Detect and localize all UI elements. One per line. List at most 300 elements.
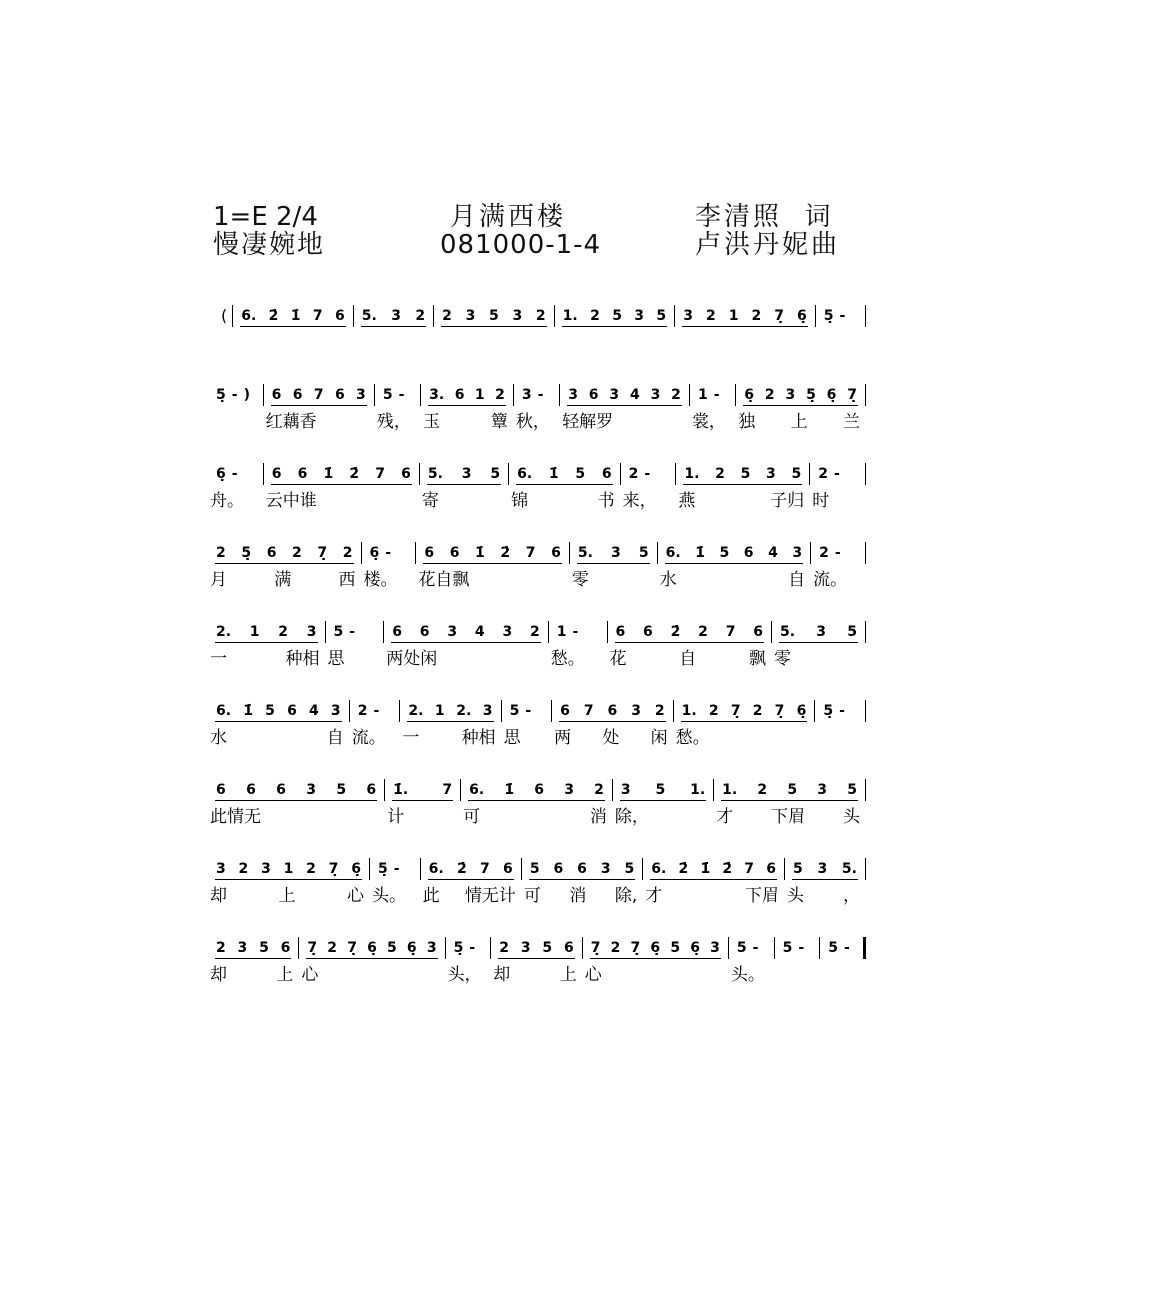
- note: 7̣: [347, 940, 357, 956]
- measure: [350, 698, 401, 751]
- note: 3: [792, 545, 803, 561]
- note: 3: [520, 940, 531, 956]
- note: 6.: [428, 861, 444, 877]
- lyric: 消: [589, 807, 607, 827]
- note: 6: [503, 861, 513, 877]
- measure-notes: [233, 305, 354, 327]
- measure-lyrics: [370, 883, 421, 909]
- measure-lyrics: [434, 330, 555, 356]
- measure-lyrics: [326, 646, 385, 672]
- note: 1̇: [700, 861, 711, 877]
- lyric: 子归: [770, 491, 805, 511]
- note: 6: [743, 545, 754, 561]
- note: 5: [736, 940, 747, 956]
- lyric: 种相: [461, 728, 496, 748]
- lyric: 自: [788, 570, 806, 590]
- note: 6̣: [216, 466, 226, 482]
- note: 6: [563, 940, 574, 956]
- note: 6.: [216, 703, 232, 719]
- lyric: 燕: [678, 491, 696, 511]
- note: 5̣: [241, 545, 252, 561]
- note: 7̣: [847, 387, 857, 403]
- note: 5.: [577, 545, 593, 561]
- measure-notes: [560, 384, 690, 406]
- measure-lyrics: [362, 567, 417, 593]
- key-time-signature: 1=E 2/4: [213, 202, 318, 232]
- note: 3: [650, 387, 661, 403]
- note: 3: [683, 308, 693, 324]
- measure-notes: [549, 621, 608, 643]
- measure-lyrics: [264, 488, 420, 514]
- measure: [208, 777, 385, 830]
- note: 6̣: [690, 940, 700, 956]
- measure: [583, 935, 729, 988]
- note: 1: [249, 624, 260, 640]
- note: 2: [442, 308, 452, 324]
- lyric: 花: [609, 649, 627, 669]
- note: 3: [611, 545, 621, 561]
- sustain-dash: -: [713, 387, 720, 403]
- note: 6: [292, 387, 303, 403]
- measure-notes: [491, 937, 582, 959]
- measure: [264, 382, 375, 435]
- note: 5: [740, 466, 751, 482]
- measure-lyrics: [555, 330, 676, 356]
- lyric: 秋，: [515, 412, 550, 432]
- measure: [570, 540, 658, 593]
- measure-lyrics: [729, 962, 775, 988]
- note: 1: [474, 387, 485, 403]
- note: 3: [785, 387, 796, 403]
- note: 3: [306, 624, 317, 640]
- lyric: 红藕香: [265, 412, 317, 432]
- measure-lyrics: [208, 488, 264, 514]
- measure-notes: [264, 384, 375, 406]
- measure: [208, 461, 264, 514]
- note: 1̇: [475, 545, 485, 561]
- measure-lyrics: [811, 567, 866, 593]
- note: 6̣: [796, 703, 807, 719]
- lyric: 月: [210, 570, 227, 590]
- sustain-dash: -: [644, 466, 651, 482]
- measure-lyrics: [299, 962, 445, 988]
- measure-lyrics: [208, 567, 362, 593]
- measure: [560, 382, 690, 435]
- lyric: 云中谁: [265, 491, 317, 511]
- note: 3: [216, 861, 226, 877]
- note: 6.: [665, 545, 681, 561]
- tempo-marking: 慢凄婉地: [213, 230, 326, 260]
- note: 5: [612, 308, 622, 324]
- lyric: 独: [738, 412, 756, 432]
- note: 5̣: [453, 940, 464, 956]
- measure-notes: [434, 305, 555, 327]
- repeat-open-paren: (: [221, 305, 233, 327]
- sustain-dash: -: [834, 466, 840, 482]
- lyric: 自: [326, 728, 344, 748]
- measure-lyrics: [208, 646, 326, 672]
- note: 3: [766, 466, 776, 482]
- measure-lyrics: [675, 330, 816, 356]
- sustain-dash: -: [393, 861, 400, 877]
- measure-notes: [820, 937, 866, 959]
- measure: [549, 619, 608, 672]
- note: 2: [819, 545, 829, 561]
- measure-notes: [326, 621, 385, 643]
- measure-lyrics: [400, 725, 501, 751]
- note: 3: [817, 782, 828, 798]
- note: 2̇: [456, 861, 467, 877]
- note: 6: [280, 940, 291, 956]
- note: 5: [489, 308, 499, 324]
- repeat-close-paren: ): [243, 387, 250, 403]
- measure: [552, 698, 673, 751]
- measure-notes: [621, 463, 677, 485]
- measure-notes: [772, 621, 866, 643]
- sustain-dash: -: [834, 545, 841, 561]
- note: 6.: [651, 861, 667, 877]
- lyric: 此情无: [210, 807, 261, 827]
- measure-lyrics: [385, 804, 461, 830]
- note: 2̇: [670, 624, 681, 640]
- measure-notes: [400, 700, 501, 722]
- note: 2.: [216, 624, 232, 640]
- note: 4: [474, 624, 485, 640]
- note: 2: [752, 703, 763, 719]
- measure: [522, 856, 643, 909]
- lyric: 头: [787, 886, 805, 906]
- sustain-dash: -: [537, 387, 544, 403]
- composer-credit: 卢洪丹妮曲: [695, 230, 841, 260]
- note: 6: [553, 861, 564, 877]
- note: 4: [309, 703, 319, 719]
- note: 2̇: [500, 545, 511, 561]
- note: 5̣: [823, 703, 834, 719]
- note: 6: [766, 861, 776, 877]
- measure-lyrics: [785, 883, 866, 909]
- note: 2: [654, 703, 665, 719]
- note: 6: [588, 387, 599, 403]
- lyric: 头: [843, 807, 860, 827]
- note: 5: [787, 782, 798, 798]
- note: 5̣: [823, 308, 834, 324]
- note: 3: [710, 940, 720, 956]
- note: 2: [698, 624, 708, 640]
- lyricist-credit: 李清照 词: [695, 202, 834, 232]
- staff-row: [208, 303, 866, 382]
- note: 5: [624, 861, 635, 877]
- measure: [815, 698, 866, 751]
- measure: [775, 935, 821, 988]
- note: 3: [391, 308, 401, 324]
- measure-lyrics: [514, 409, 560, 435]
- measure: [675, 303, 816, 356]
- note: 1̇: [243, 703, 253, 719]
- measure-lyrics: [350, 725, 401, 751]
- lyric: 舟。: [210, 491, 244, 511]
- song-title: 月满西楼: [450, 202, 567, 232]
- measure-lyrics: [509, 488, 621, 514]
- lyric: 水: [659, 570, 677, 590]
- sustain-dash: -: [839, 308, 846, 324]
- catalog-number: 081000-1-4: [440, 230, 602, 260]
- note: 5: [828, 940, 839, 956]
- note: 5.: [427, 466, 443, 482]
- lyric: 才: [716, 807, 734, 827]
- note: 6: [551, 545, 561, 561]
- staff-row: [208, 777, 866, 856]
- lyric: 上: [276, 965, 294, 985]
- lyric: 满: [274, 570, 292, 590]
- measure-notes: [811, 542, 866, 564]
- measure: [434, 303, 555, 356]
- note: 1̇: [548, 466, 559, 482]
- measure-notes: [714, 779, 866, 801]
- measure: [690, 382, 736, 435]
- measure-notes: [446, 937, 492, 959]
- sustain-dash: -: [798, 940, 805, 956]
- sustain-dash: -: [398, 387, 405, 403]
- note: 2: [306, 861, 316, 877]
- note: 1: [728, 308, 739, 324]
- note: 6̣: [744, 387, 755, 403]
- note: 2: [764, 387, 775, 403]
- note: 3: [620, 782, 631, 798]
- measure-lyrics: [621, 488, 677, 514]
- staff-row: [208, 540, 866, 619]
- note: 1.: [690, 782, 706, 798]
- lyric: 头，: [447, 965, 482, 985]
- note: 2̇: [349, 466, 360, 482]
- lyric: 水: [210, 728, 227, 748]
- note: 7: [725, 624, 736, 640]
- measure-notes: [299, 937, 445, 959]
- lyric: 兰: [843, 412, 861, 432]
- note: 2: [708, 703, 719, 719]
- note: 1̇: [504, 782, 515, 798]
- note: 6: [753, 624, 763, 640]
- measure: [676, 461, 810, 514]
- lyric: 花自飘: [418, 570, 470, 590]
- note: 5: [265, 703, 275, 719]
- measure-notes: [613, 779, 714, 801]
- sustain-dash: -: [349, 624, 356, 640]
- note: 1.: [562, 308, 578, 324]
- note: 3: [564, 782, 574, 798]
- measure-lyrics: [549, 646, 608, 672]
- measure-lyrics: [658, 567, 812, 593]
- lyric: 上: [278, 886, 296, 906]
- note: 1: [697, 387, 708, 403]
- measure-notes: [208, 858, 370, 880]
- note: 6: [246, 782, 256, 798]
- lyric: 心: [584, 965, 602, 985]
- note: 5: [847, 782, 857, 798]
- measure-notes: [583, 937, 729, 959]
- measure-lyrics: [421, 883, 522, 909]
- sustain-dash: -: [839, 703, 845, 719]
- note: 2: [594, 782, 604, 798]
- measure-lyrics: [208, 804, 385, 830]
- note: 2: [818, 466, 828, 482]
- lyric: 楼。: [363, 570, 398, 590]
- measure-lyrics: [375, 409, 421, 435]
- lyric: 此: [422, 886, 440, 906]
- measure: [514, 382, 560, 435]
- note: 7̣: [774, 703, 785, 719]
- note: 5: [575, 466, 586, 482]
- lyric: 心: [301, 965, 319, 985]
- measure-lyrics: [208, 725, 350, 751]
- measure-lyrics: [502, 725, 553, 751]
- measure-lyrics: [613, 804, 714, 830]
- note: 5: [382, 387, 393, 403]
- measure-notes: [354, 305, 434, 327]
- note: 3: [631, 703, 641, 719]
- note: 7: [525, 545, 536, 561]
- note: 6̣: [650, 940, 661, 956]
- note: 3: [609, 387, 620, 403]
- measure: [729, 935, 775, 988]
- note: 3.: [429, 387, 445, 403]
- note: 6: [297, 466, 308, 482]
- note: 3: [816, 624, 827, 640]
- note: 2: [757, 782, 768, 798]
- note: 6: [601, 466, 612, 482]
- note: 7: [744, 861, 755, 877]
- note: 2: [357, 703, 368, 719]
- measure-lyrics: [815, 725, 866, 751]
- lyric: 计: [387, 807, 405, 827]
- measure-notes: [815, 700, 866, 722]
- measure-notes: [208, 621, 326, 643]
- measure-lyrics: [233, 330, 354, 356]
- measure-notes: [384, 621, 549, 643]
- note: 2: [610, 940, 621, 956]
- lyric: 下眉: [745, 886, 780, 906]
- measure-lyrics: [552, 725, 673, 751]
- note: 3: [356, 387, 366, 403]
- note: 3: [568, 387, 578, 403]
- measure-lyrics: [446, 962, 492, 988]
- measure-notes: [208, 779, 385, 801]
- lyric: 可: [463, 807, 481, 827]
- note: 6̣: [797, 308, 807, 324]
- sustain-dash: -: [844, 940, 850, 956]
- measure-notes: [736, 384, 866, 406]
- note: 6.: [517, 466, 533, 482]
- measure: [208, 619, 326, 672]
- note: 7: [312, 308, 323, 324]
- measure-lyrics: [208, 962, 299, 988]
- note: 2.: [408, 703, 424, 719]
- measure-lyrics: [208, 409, 264, 435]
- lyric: 种相: [285, 649, 320, 669]
- note: 5: [542, 940, 553, 956]
- lyric: 簟: [490, 412, 508, 432]
- note: 6̣: [367, 940, 377, 956]
- lyric: 飘: [749, 649, 766, 669]
- measure: [385, 777, 461, 830]
- lyric: 头。: [371, 886, 406, 906]
- lyric: 上: [790, 412, 808, 432]
- lyric: 愁。: [675, 728, 710, 748]
- note: 6: [335, 308, 345, 324]
- lyric: 零: [774, 649, 791, 669]
- measure: [643, 856, 785, 909]
- lyric: 却: [493, 965, 511, 985]
- note: 6: [271, 466, 282, 482]
- note: 3: [237, 940, 248, 956]
- note: 7̣: [590, 940, 601, 956]
- lyric: 两: [554, 728, 572, 748]
- measure-lyrics: [608, 646, 773, 672]
- note: 3: [502, 624, 513, 640]
- note: 2: [292, 545, 302, 561]
- measure: [416, 540, 570, 593]
- note: 6: [607, 703, 618, 719]
- note: 5: [509, 703, 520, 719]
- note: 1̇.: [393, 782, 409, 798]
- lyric: ，: [843, 886, 860, 906]
- measure-lyrics: [264, 409, 375, 435]
- note: 5: [782, 940, 793, 956]
- lyric: 思: [503, 728, 521, 748]
- measure-lyrics: [676, 488, 810, 514]
- note: 7: [375, 466, 386, 482]
- note: 6.: [469, 782, 485, 798]
- lyric: 裳，: [691, 412, 726, 432]
- measure-notes: [208, 384, 264, 406]
- measure: [608, 619, 773, 672]
- measure: [509, 461, 621, 514]
- note: 2: [529, 624, 540, 640]
- measure-notes: [729, 937, 775, 959]
- sustain-dash: -: [525, 703, 532, 719]
- note: 6: [216, 782, 226, 798]
- note: 6: [577, 861, 587, 877]
- lyric: 消: [569, 886, 587, 906]
- lyric: 玉: [423, 412, 441, 432]
- measure-notes: [362, 542, 417, 564]
- measure: [208, 856, 370, 909]
- note: 6: [534, 782, 545, 798]
- note: 1.: [684, 466, 700, 482]
- measure-lyrics: [674, 725, 816, 751]
- lyric: 愁。: [550, 649, 585, 669]
- sustain-dash: -: [373, 703, 380, 719]
- note: 3: [512, 308, 523, 324]
- lyric: 零: [571, 570, 589, 590]
- note: 5: [387, 940, 397, 956]
- note: 2: [238, 861, 249, 877]
- measure: [816, 303, 866, 356]
- measure-notes: [509, 463, 621, 485]
- sustain-dash: -: [385, 545, 392, 561]
- lyric: 可: [523, 886, 541, 906]
- measure: [362, 540, 417, 593]
- measure-notes: [570, 542, 658, 564]
- note: 2̇: [722, 861, 733, 877]
- note: 3: [600, 861, 611, 877]
- note: 5: [490, 466, 501, 482]
- measure-lyrics: [810, 488, 866, 514]
- lyric: 除，: [614, 807, 649, 827]
- measure-notes: [385, 779, 461, 801]
- note: 3: [465, 308, 476, 324]
- note: 6: [643, 624, 653, 640]
- lyric: 寄: [421, 491, 439, 511]
